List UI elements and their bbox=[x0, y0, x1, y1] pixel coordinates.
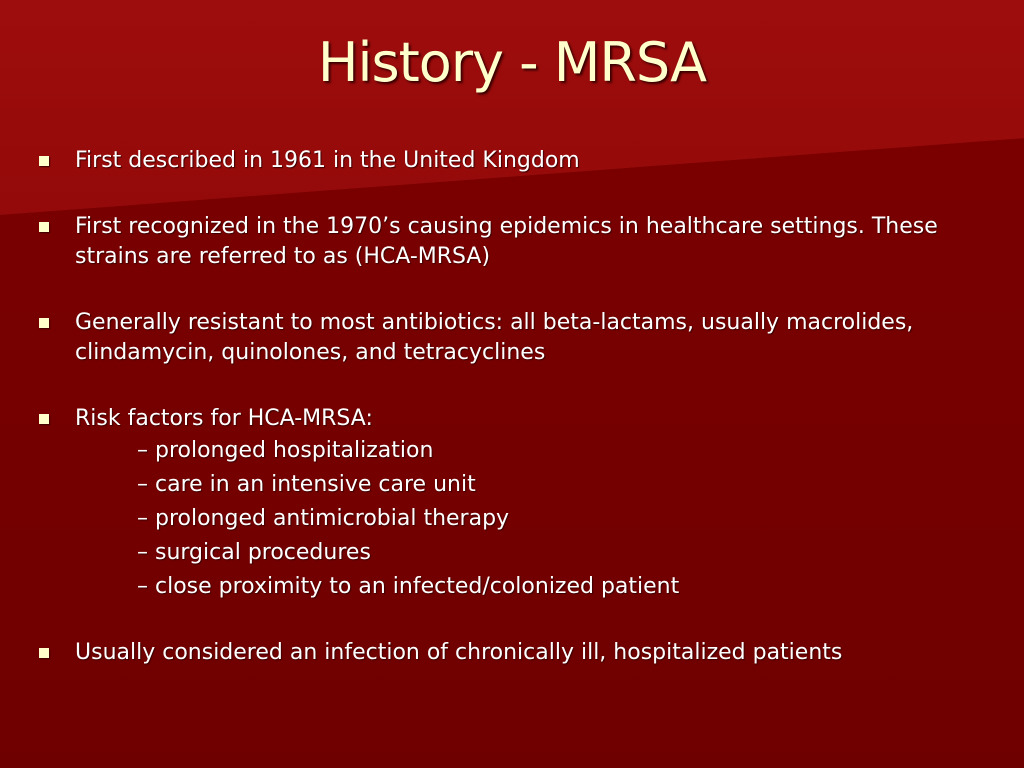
bullet-text: Generally resistant to most antibiotics: all beta-lactams, usually macrolides, clindamycin, quinolones, and tetracyclines bbox=[75, 310, 914, 365]
risk-factor-item: – care in an intensive care unit bbox=[137, 472, 476, 497]
square-bullet-icon bbox=[39, 318, 49, 328]
bullet-item bbox=[36, 308, 986, 368]
slide-title: History - MRSA bbox=[317, 31, 707, 94]
bullet-item bbox=[36, 212, 986, 272]
risk-factor-item: – surgical procedures bbox=[137, 540, 371, 565]
bullet-text: Usually considered an infection of chronically ill, hospitalized patients bbox=[75, 640, 843, 665]
bullet-item bbox=[36, 638, 986, 668]
risk-factor-item: – prolonged antimicrobial therapy bbox=[137, 506, 510, 531]
square-bullet-icon bbox=[39, 156, 49, 166]
square-bullet-icon bbox=[39, 222, 49, 232]
bullet-text: Risk factors for HCA-MRSA: bbox=[75, 406, 373, 431]
bullet-list bbox=[36, 146, 986, 668]
bullet-text: First recognized in the 1970’s causing epidemics in healthcare settings. These strains are referred to as (HCA-MRSA) bbox=[75, 214, 938, 269]
risk-factor-item: – close proximity to an infected/colonized patient bbox=[137, 574, 680, 599]
risk-factor-item: – prolonged hospitalization bbox=[137, 438, 434, 463]
square-bullet-icon bbox=[39, 414, 49, 424]
bullet-item bbox=[36, 146, 986, 176]
bullet-item-risk-factors bbox=[36, 404, 986, 604]
bullet-text: First described in 1961 in the United Kingdom bbox=[75, 148, 580, 173]
square-bullet-icon bbox=[39, 648, 49, 658]
risk-factors-block bbox=[75, 404, 986, 604]
